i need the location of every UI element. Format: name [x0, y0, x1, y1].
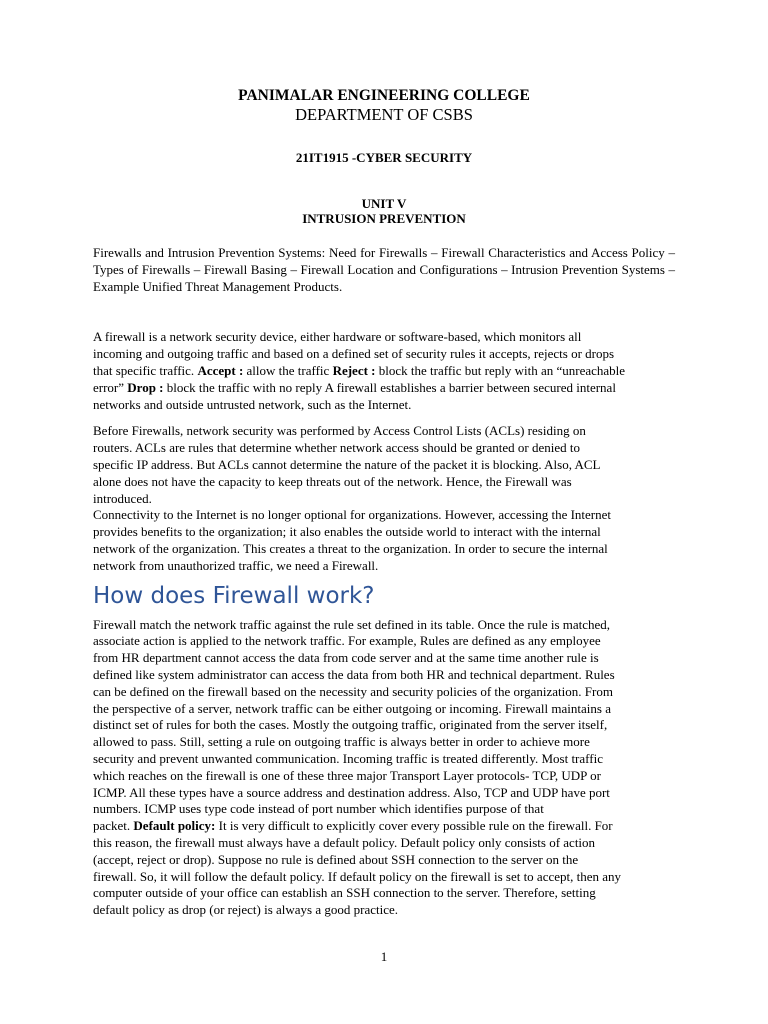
- accept-term: Accept :: [197, 362, 244, 378]
- text-line: can be defined on the firewall based on the necessity and security policies of the organization. From: [93, 683, 613, 699]
- unit-number: UNIT V: [361, 196, 407, 211]
- text-line: which reaches on the firewall is one of these three major Transport Layer protocols- TCP, UDP or: [93, 767, 601, 783]
- text-run: block the traffic with no reply A firewall establishes a barrier between secured internal: [163, 379, 616, 395]
- text-line: ICMP. All these types have a source address and destination address. Also, TCP and UDP have port: [93, 784, 610, 800]
- text-line: introduced.: [93, 490, 152, 506]
- page-number: 1: [380, 949, 388, 964]
- text-line: [93, 818, 675, 835]
- text-line: Connectivity to the Internet is no longer optional for organizations. However, accessing the Internet: [93, 507, 612, 523]
- text-line: network from unauthorized traffic, we need a Firewall.: [93, 557, 379, 573]
- text-run: error”: [93, 379, 128, 395]
- text-line: associate action is applied to the network traffic. For example, Rules are defined as any employee: [93, 633, 601, 649]
- text-line: default policy as drop (or reject) is always a good practice.: [93, 902, 399, 918]
- reject-term: Reject :: [332, 362, 376, 378]
- text-run: It is very difficult to explicitly cover every possible rule on the firewall. For: [215, 818, 613, 834]
- text-line: provides benefits to the organization; it also enables the outside world to interact with the internal: [93, 524, 601, 540]
- text-line: the perspective of a server, network traffic can be either outgoing or incoming. Firewall maintains a: [93, 700, 611, 716]
- department-name: DEPARTMENT OF CSBS: [295, 105, 473, 124]
- drop-term: Drop :: [127, 379, 164, 395]
- text-line: computer outside of your office can establish an SSH connection to the server. Therefore, setting: [93, 885, 596, 901]
- text-line: networks and outside untrusted network, such as the Internet.: [93, 396, 412, 412]
- title-block: [93, 87, 675, 226]
- text-line: routers. ACLs are rules that determine whether network access should be granted or denied to: [93, 440, 580, 456]
- firewall-work-paragraph: [93, 617, 675, 919]
- text-line: network of the organization. This creates a threat to the organization. In order to secure the internal: [93, 540, 608, 556]
- text-line: distinct set of rules for both the cases. Mostly the outgoing traffic, originated from the server itself,: [93, 717, 608, 733]
- page-content: [93, 87, 675, 919]
- text-run: allow the traffic: [243, 362, 333, 378]
- unit-title: INTRUSION PREVENTION: [302, 211, 466, 226]
- text-line: Firewall match the network traffic against the rule set defined in its table. Once the rule is matched,: [93, 616, 611, 632]
- text-line: [93, 380, 675, 397]
- text-line: Before Firewalls, network security was performed by Access Control Lists (ACLs) residing on: [93, 423, 586, 439]
- syllabus-paragraph: Firewalls and Intrusion Prevention Systems: Need for Firewalls – Firewall Characteristics and Access Policy – Types of Firewalls – Firewall Basing – Firewall Location and Configurations – Intrusion Prevention Systems – Example Unified Threat Management Products.: [93, 245, 675, 294]
- text-line: from HR department cannot access the data from code server and at the same time another rule is: [93, 650, 599, 666]
- text-line: this reason, the firewall must always have a default policy. Default policy only consists of action: [93, 834, 596, 850]
- college-name: PANIMALAR ENGINEERING COLLEGE: [238, 87, 530, 104]
- text-run: that specific traffic.: [93, 362, 198, 378]
- text-run: packet.: [93, 818, 134, 834]
- text-line: specific IP address. But ACLs cannot determine the nature of the packet it is blocking. Also, ACL: [93, 456, 601, 472]
- intro-paragraph: [93, 329, 675, 413]
- course-title: 21IT1915 -CYBER SECURITY: [295, 150, 473, 165]
- text-run: block the traffic but reply with an “unreachable: [375, 362, 626, 378]
- text-line: A firewall is a network security device, either hardware or software-based, which monitors all: [93, 329, 582, 345]
- text-line: (accept, reject or drop). Suppose no rule is defined about SSH connection to the server on the: [93, 851, 579, 867]
- default-policy-term: Default policy:: [133, 818, 216, 834]
- text-line: incoming and outgoing traffic and based on a defined set of security rules it accepts, rejects or drops: [93, 346, 615, 362]
- text-line: security and prevent unwanted communication. Incoming traffic is treated differently. Most traffic: [93, 750, 603, 766]
- text-line: allowed to pass. Still, setting a rule on outgoing traffic is always better in order to achieve more: [93, 734, 590, 750]
- before-firewalls-paragraph: [93, 423, 675, 574]
- text-line: defined like system administrator can access the data from both HR and technical department. Rules: [93, 666, 615, 682]
- text-line: [93, 363, 675, 380]
- section-heading: How does Firewall work?: [93, 582, 375, 609]
- text-line: firewall. So, it will follow the default policy. If default policy on the firewall is set to accept, then any: [93, 868, 622, 884]
- text-line: numbers. ICMP uses type code instead of port number which identifies purpose of that: [93, 801, 544, 817]
- text-line: alone does not have the capacity to keep threats out of the network. Hence, the Firewall was: [93, 473, 572, 489]
